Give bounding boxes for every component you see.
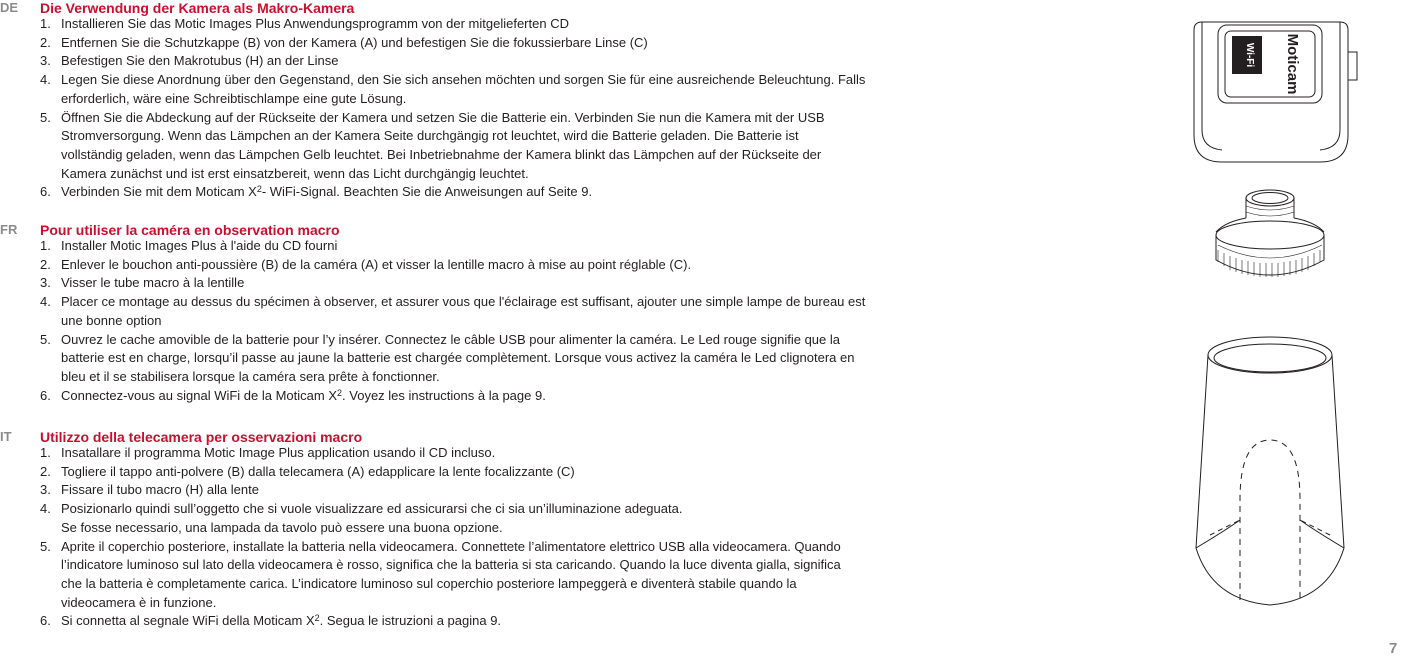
- wifi-label: Wi-Fi: [1244, 42, 1255, 68]
- step-text: Entfernen Sie die Schutzkappe (B) von der Kamera (A) und befestigen Sie die fokussierbare Linse (C): [61, 34, 648, 50]
- step-text-tail: . Segua le istruzioni a pagina 9.: [319, 613, 502, 629]
- step-item: [40, 500, 841, 537]
- step-number: 4.: [40, 501, 51, 517]
- step-number: 3.: [40, 482, 51, 498]
- step-text: Connectez-vous au signal WiFi de la Moticam X: [61, 387, 338, 403]
- step-item: [40, 481, 841, 500]
- step-text: Ouvrez le cache amovible de la batterie pour l’y insérer. Connectez le câble USB pour alimenter la caméra. Le Led rouge signifie que la batterie est en charge, lorsqu’il passe au jaune la batterie est chargée complètement. Lorsque vous activez la caméra le Led clignotera en bleu et il se stabilisera lorsque la caméra sera prête à fonctionner.: [61, 331, 855, 384]
- section-title: Pour utiliser la caméra en observation macro: [40, 222, 340, 238]
- step-number: 6.: [40, 387, 51, 403]
- step-text: Si connetta al segnale WiFi della Moticam X: [61, 613, 315, 629]
- step-item: [40, 52, 865, 71]
- step-number: 6.: [40, 184, 51, 200]
- step-text: Installer Motic Images Plus à l'aide du CD fourni: [61, 238, 338, 253]
- step-number: 3.: [40, 53, 51, 69]
- camera-body-drawing: [1194, 22, 1357, 162]
- language-tag: FR: [0, 222, 18, 237]
- step-text: Aprite il coperchio posteriore, installate la batteria nella videocamera. Connettete l’alimentatore elettrico USB alla videocamera. Quando l’indicatore luminoso sul lato della videocamera è rosso, significa che la batteria si sta caricando. Quando la luce diventa gialla, significa che la batteria è completamente carica. L’indicatore luminoso sul coperchio posteriore lampeggerà e diventerà stabile quando la videocamera è in funzione.: [61, 538, 841, 610]
- step-number: 5.: [40, 331, 51, 347]
- step-text-tail: . Voyez les instructions à la page 9.: [342, 387, 546, 403]
- step-list: [40, 15, 865, 202]
- step-number: 5.: [40, 538, 51, 554]
- step-number: 3.: [40, 275, 51, 291]
- step-number: 1.: [40, 445, 51, 460]
- step-text: Verbinden Sie mit dem Moticam X: [61, 184, 257, 200]
- step-list: [40, 237, 865, 405]
- step-item: [40, 71, 865, 108]
- macro-tube-drawing: [1196, 337, 1344, 605]
- section-it: [0, 429, 960, 639]
- superscript: 2: [337, 387, 343, 398]
- step-item: [40, 387, 865, 406]
- step-number: 6.: [40, 613, 51, 629]
- step-number: 2.: [40, 34, 51, 50]
- step-item: [40, 109, 865, 184]
- focus-lens-drawing: [1216, 190, 1324, 277]
- step-list: [40, 444, 841, 631]
- section-fr: [0, 222, 960, 412]
- step-number: 4.: [40, 72, 51, 88]
- step-text: Posizionarlo quindi sull’oggetto che si vuole visualizzare ed assicurarsi che ci sia un’illuminazione adeguata. Se fosse necessario, una lampada da tavolo può essere una buona opzione.: [61, 501, 683, 535]
- step-text: Placer ce montage au dessus du spécimen à observer, et assurer vous que l'éclairage est suffisant, ajouter une simple lampe de bureau est une bonne option: [61, 294, 866, 328]
- wifi-logo: [1232, 36, 1262, 74]
- camera-brand-label: Moticam: [1284, 33, 1301, 95]
- section-title: Die Verwendung der Kamera als Makro-Kamera: [40, 0, 355, 16]
- step-text: Legen Sie diese Anordnung über den Gegenstand, den Sie sich ansehen möchten und sorgen Sie für eine ausreichende Beleuchtung. Falls erforderlich, wäre eine Schreibtischlampe eine gute Lösung.: [61, 72, 866, 106]
- superscript: 2: [314, 613, 320, 624]
- page-number: 7: [1389, 640, 1398, 657]
- step-item: [40, 538, 841, 613]
- step-item: [40, 237, 865, 256]
- step-item: [40, 183, 865, 202]
- step-item: [40, 34, 865, 53]
- superscript: 2: [256, 184, 262, 195]
- step-text: Visser le tube macro à la lentille: [61, 275, 245, 291]
- language-tag: IT: [0, 429, 12, 444]
- step-number: 2.: [40, 256, 51, 272]
- step-item: [40, 444, 841, 463]
- section-de: [0, 0, 960, 205]
- step-item: [40, 612, 841, 631]
- step-number: 1.: [40, 238, 51, 253]
- step-number: 1.: [40, 16, 51, 31]
- step-number: 5.: [40, 109, 51, 125]
- step-text: Fissare il tubo macro (H) alla lente: [61, 482, 259, 498]
- step-number: 2.: [40, 463, 51, 479]
- step-item: [40, 274, 865, 293]
- step-item: [40, 15, 865, 34]
- step-text: Installieren Sie das Motic Images Plus Anwendungsprogramm von der mitgelieferten CD: [61, 16, 569, 31]
- step-text: Enlever le bouchon anti-poussière (B) de la caméra (A) et visser la lentille macro à mise au point réglable (C).: [61, 256, 692, 272]
- step-item: [40, 331, 865, 387]
- step-text-tail: - WiFi-Signal. Beachten Sie die Anweisungen auf Seite 9.: [261, 184, 593, 200]
- product-illustration: [1170, 0, 1370, 620]
- step-text: Befestigen Sie den Makrotubus (H) an der Linse: [61, 53, 339, 69]
- language-tag: DE: [0, 0, 19, 15]
- step-number: 4.: [40, 294, 51, 310]
- step-item: [40, 293, 865, 330]
- step-item: [40, 256, 865, 275]
- step-text: Togliere il tappo anti-polvere (B) dalla telecamera (A) edapplicare la lente focalizzante (C): [61, 463, 575, 479]
- section-title: Utilizzo della telecamera per osservazioni macro: [40, 429, 363, 445]
- step-text: Insatallare il programma Motic Image Plus application usando il CD incluso.: [61, 445, 496, 460]
- step-text: Öffnen Sie die Abdeckung auf der Rückseite der Kamera und setzen Sie die Batterie ein. Verbinden Sie nun die Kamera mit der USB Stromversorgung. Wenn das Lämpchen an der Kamera Seite durchgängig rot leuchtet, wird die Batterie geladen. Die Batterie ist vollständig geladen, wenn das Lämpchen Gelb leuchtet. Bei Inbetriebnahme der Kamera blinkt das Lämpchen auf der Rückseite der Kamera zunächst und ist erst einsatzbereit, wenn das Licht durchgängig leuchtet.: [61, 109, 825, 181]
- step-item: [40, 463, 841, 482]
